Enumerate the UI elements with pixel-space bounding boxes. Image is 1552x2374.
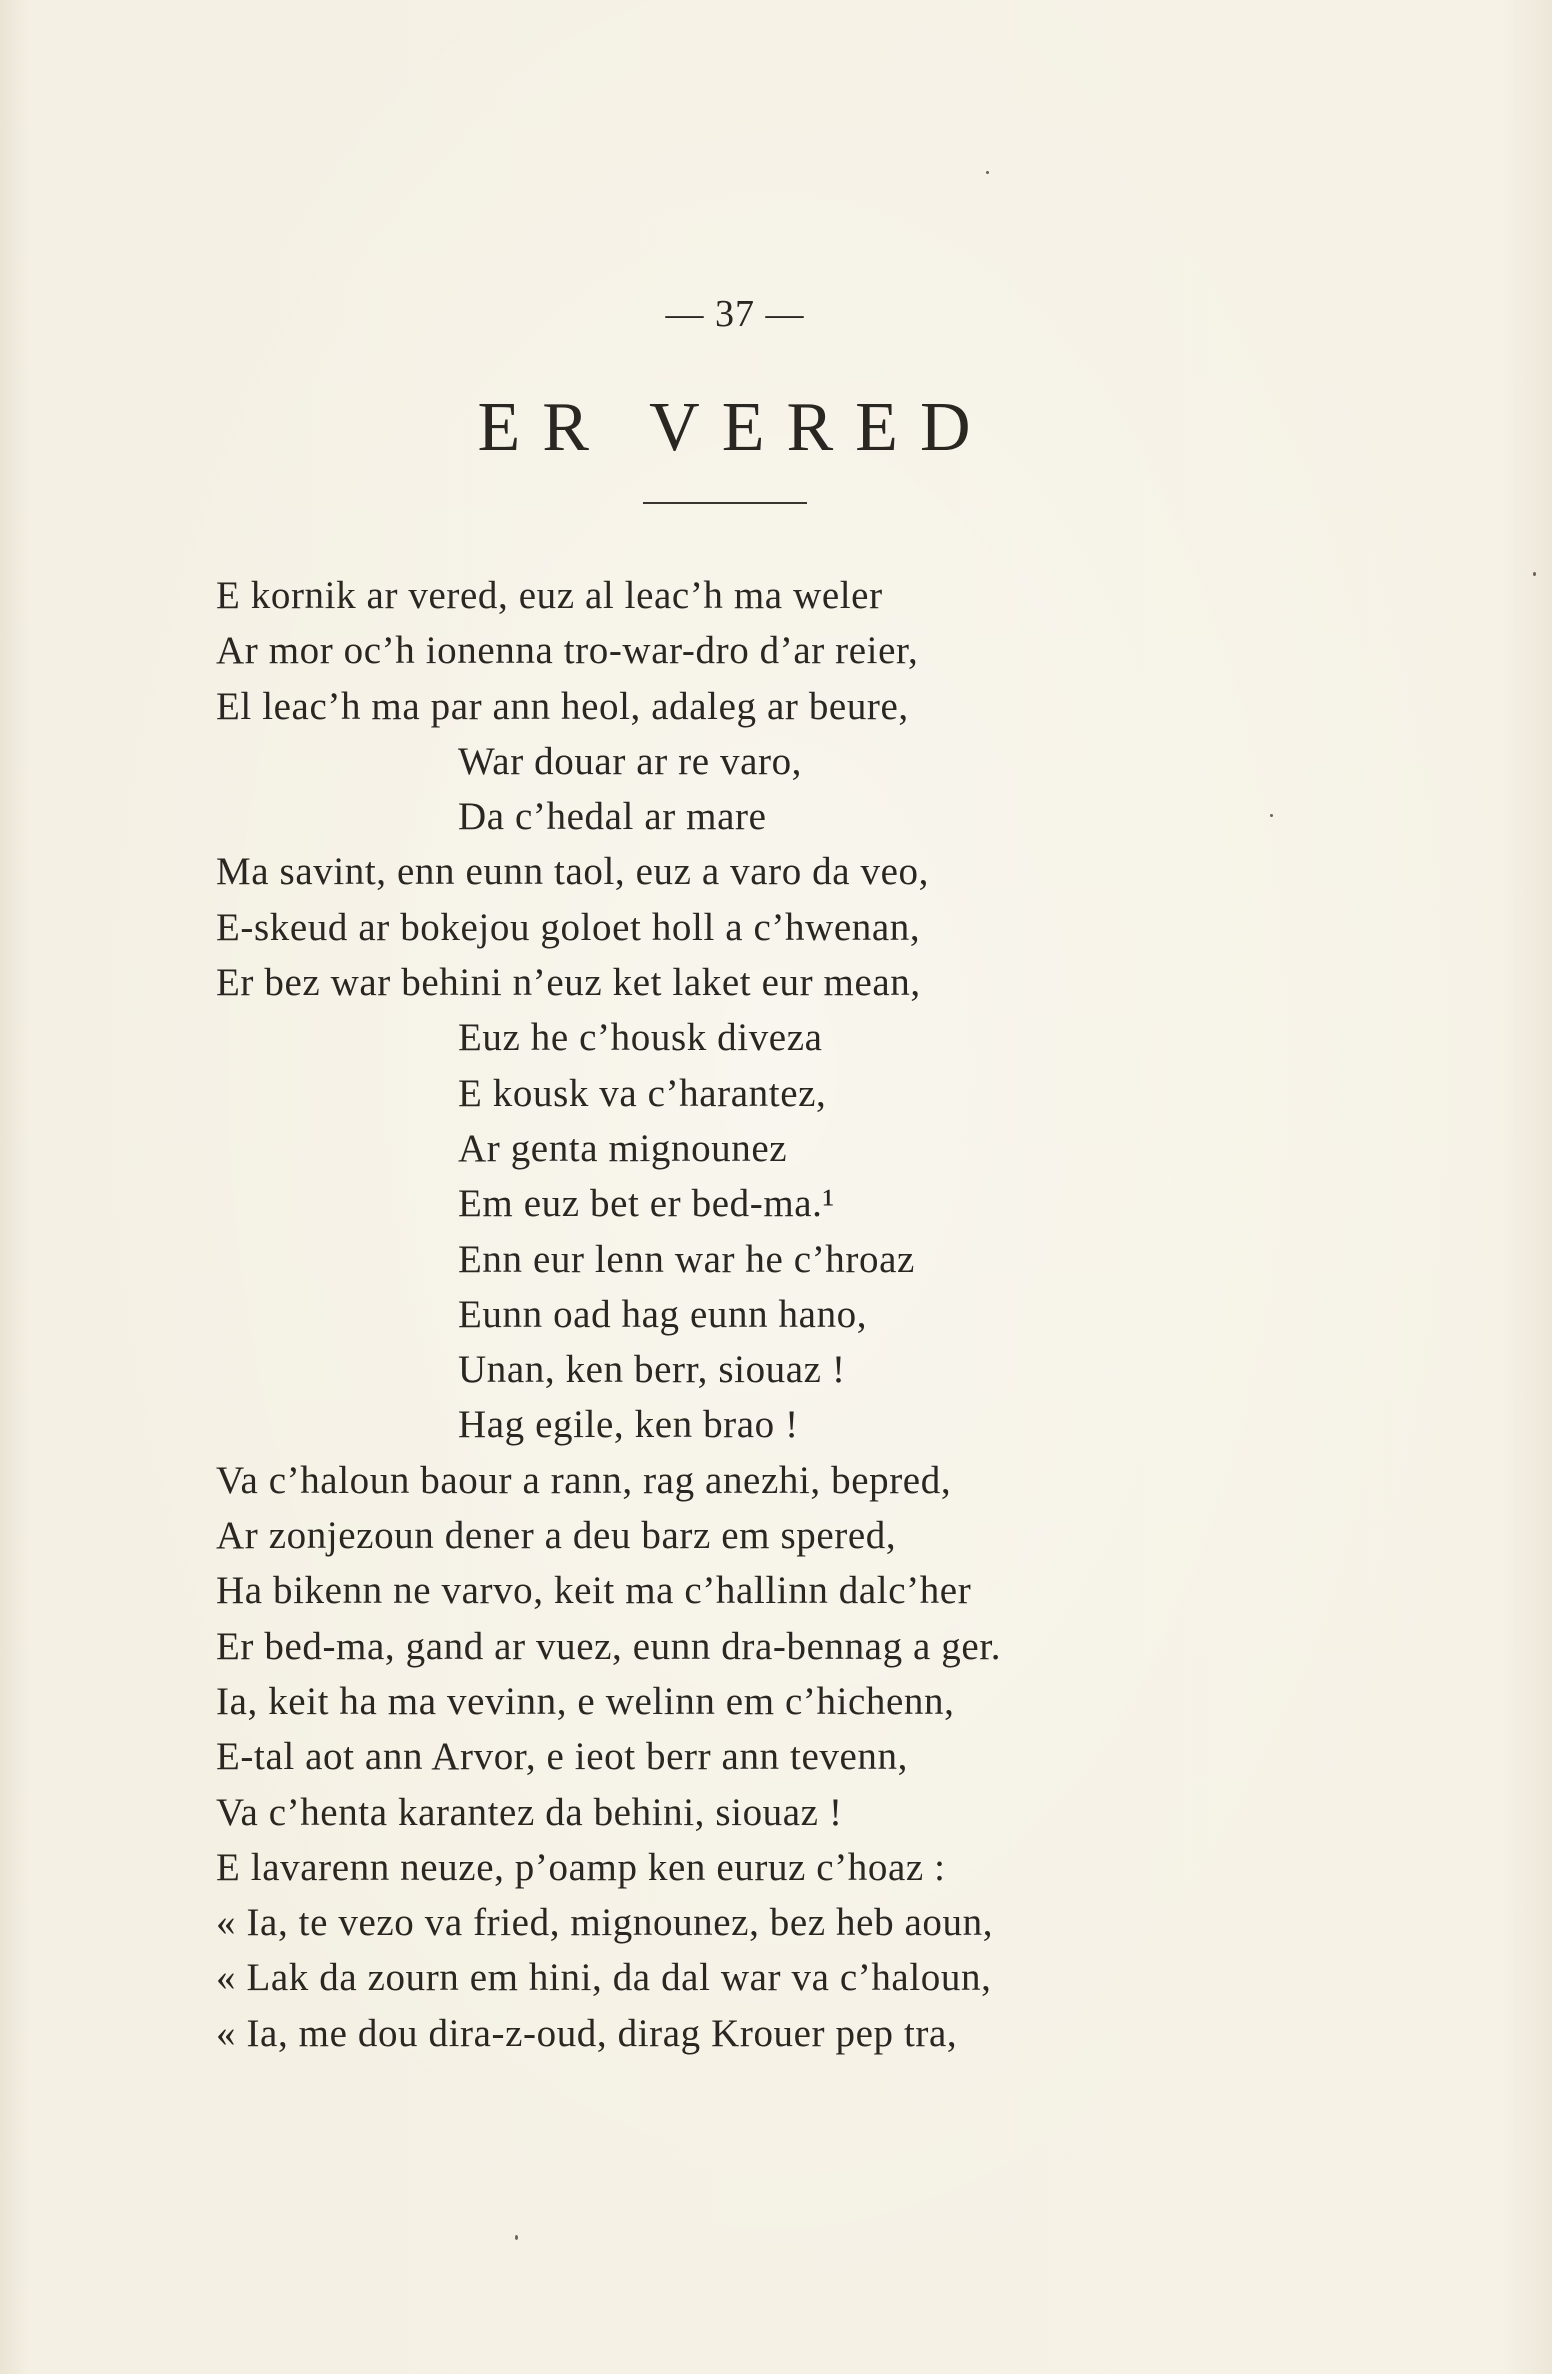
poem-line: Unan, ken berr, siouaz ! — [458, 1348, 846, 1392]
poem-line: E kornik ar vered, euz al leac’h ma weler — [216, 574, 883, 617]
poem-title: ER VERED — [477, 389, 993, 466]
paper-speck — [515, 2235, 518, 2240]
poem-line: Er bed-ma, gand ar vuez, eunn dra-bennag a ger. — [216, 1624, 1002, 1668]
poem-line: Hag egile, ken brao ! — [458, 1403, 799, 1447]
poem-line: Euz he c’housk diveza — [458, 1016, 823, 1060]
poem-line: Da c’hedal ar mare — [458, 795, 767, 839]
poem-line: Em euz bet er bed-ma.¹ — [458, 1182, 835, 1226]
title-rule — [643, 502, 807, 504]
paper-speck — [986, 171, 989, 174]
poem-line: Er bez war behini n’euz ket laket eur mean, — [216, 961, 921, 1005]
poem-line: « Ia, me dou dira-z-oud, dirag Krouer pep tra, — [216, 2011, 958, 2055]
poem-line: Ar genta mignounez — [458, 1126, 788, 1170]
poem-line: Ia, keit ha ma vevinn, e welinn em c’hichenn, — [216, 1679, 955, 1723]
poem-line: Eunn oad hag eunn hano, — [458, 1292, 868, 1336]
paper-speck — [1270, 814, 1273, 817]
poem-line: E-skeud ar bokejou goloet holl a c’hwenan, — [216, 905, 921, 949]
poem-line: Va c’haloun baour a rann, rag anezhi, bepred, — [216, 1458, 952, 1502]
poem-line: E lavarenn neuze, p’oamp ken euruz c’hoaz : — [216, 1845, 946, 1889]
poem-line: El leac’h ma par ann heol, adaleg ar beure, — [216, 684, 909, 728]
page-number: — 37 — — [665, 293, 805, 335]
poem-line: « Lak da zourn em hini, da dal war va c’haloun, — [216, 1956, 992, 2000]
poem-line: War douar ar re varo, — [458, 739, 803, 783]
poem-line: Ar zonjezoun dener a deu barz em spered, — [216, 1514, 897, 1558]
poem-line: Enn eur lenn war he c’hroaz — [458, 1237, 915, 1281]
poem-line: Ha bikenn ne varvo, keit ma c’hallinn dalc’her — [216, 1569, 972, 1613]
poem-line: Va c’henta karantez da behini, siouaz ! — [216, 1790, 843, 1834]
poem-line: « Ia, te vezo va fried, mignounez, bez heb aoun, — [216, 1901, 994, 1945]
poem-body — [216, 568, 1396, 2061]
poem-line: Ar mor oc’h ionenna tro-war-dro d’ar reier, — [216, 629, 919, 673]
poem-line: E-tal aot ann Arvor, e ieot berr ann tevenn, — [216, 1735, 908, 1779]
poem-line: E kousk va c’harantez, — [458, 1071, 827, 1115]
poem-line: Ma savint, enn eunn taol, euz a varo da veo, — [216, 850, 929, 894]
paper-speck — [1533, 572, 1536, 576]
